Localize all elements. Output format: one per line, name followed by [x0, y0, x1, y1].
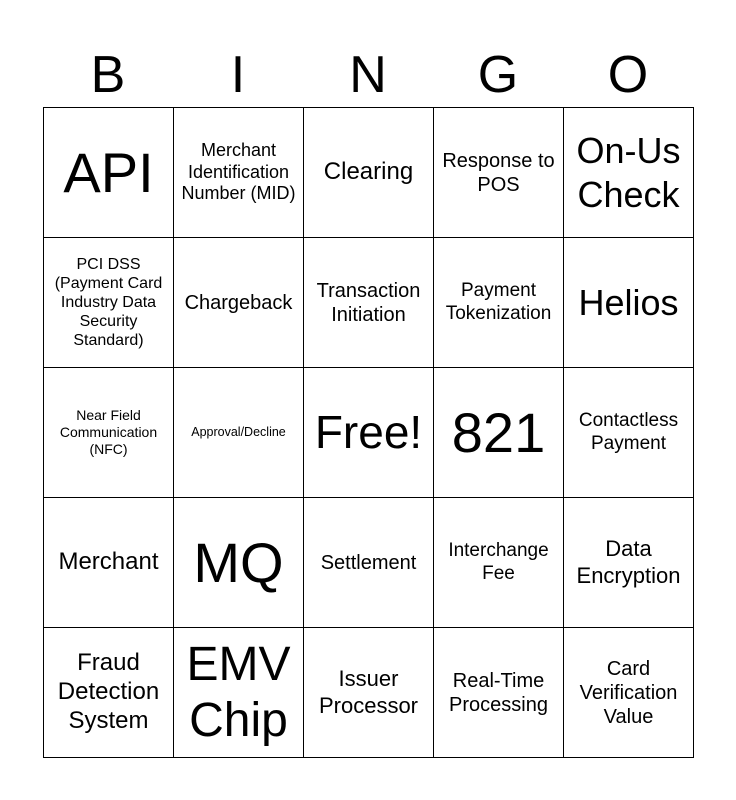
board-row	[44, 628, 694, 758]
cell-label: Approval/Decline	[191, 425, 286, 439]
header-letter-b: B	[90, 46, 126, 104]
bingo-cell[interactable]	[44, 368, 174, 498]
cell-label: 821	[451, 400, 546, 464]
bingo-cell[interactable]	[174, 498, 304, 628]
bingo-cell[interactable]	[564, 368, 694, 498]
bingo-cell[interactable]	[564, 628, 694, 758]
cell-label: PCI DSS (Payment Card Industry Data Security Standard)	[54, 255, 163, 350]
cell-label: Issuer Processor	[318, 666, 419, 718]
cell-label: Contactless Payment	[578, 409, 679, 454]
bingo-cell[interactable]	[304, 108, 434, 238]
cell-label: EMV Chip	[186, 638, 291, 747]
bingo-cell[interactable]	[174, 238, 304, 368]
board-row	[44, 368, 694, 498]
cell-label: Real-Time Processing	[449, 669, 548, 716]
cell-label: Helios	[578, 281, 679, 323]
bingo-cell[interactable]	[44, 238, 174, 368]
cell-label: Fraud Detection System	[57, 649, 160, 734]
cell-label: Data Encryption	[576, 536, 681, 588]
cell-label: Merchant Identification Number (MID)	[181, 140, 296, 204]
bingo-cell[interactable]	[304, 498, 434, 628]
bingo-cell[interactable]	[44, 108, 174, 238]
cell-label: Free!	[314, 405, 423, 458]
bingo-cell[interactable]	[564, 108, 694, 238]
header-letter-o: O	[607, 46, 649, 104]
bingo-cell[interactable]	[434, 368, 564, 498]
bingo-cell[interactable]	[174, 368, 304, 498]
header-letter-n: N	[349, 46, 387, 104]
bingo-cell[interactable]	[434, 238, 564, 368]
bingo-cell[interactable]	[304, 238, 434, 368]
bingo-cell[interactable]	[434, 108, 564, 238]
cell-label: Settlement	[320, 551, 417, 574]
bingo-cell[interactable]	[174, 108, 304, 238]
cell-label: API	[63, 140, 154, 204]
bingo-cell[interactable]	[304, 628, 434, 758]
board-row	[44, 238, 694, 368]
cell-label: Card Verification Value	[579, 657, 678, 728]
cell-label: Interchange Fee	[448, 539, 549, 584]
cell-label: Chargeback	[184, 291, 293, 314]
bingo-cell[interactable]	[434, 628, 564, 758]
cell-label: Clearing	[323, 158, 414, 186]
bingo-cell[interactable]	[44, 628, 174, 758]
board-row	[44, 108, 694, 238]
cell-label: Merchant	[58, 548, 159, 576]
cell-label: On-Us Check	[576, 130, 681, 215]
bingo-board	[43, 107, 694, 758]
bingo-cell[interactable]	[564, 498, 694, 628]
cell-label: Transaction Initiation	[316, 279, 421, 326]
header-letter-i: I	[230, 46, 246, 104]
bingo-cell[interactable]	[174, 628, 304, 758]
cell-label: Response to POS	[442, 149, 555, 196]
bingo-header	[43, 44, 693, 106]
bingo-cell-free[interactable]	[304, 368, 434, 498]
cell-label: Payment Tokenization	[445, 279, 552, 324]
cell-label: Near Field Communication (NFC)	[59, 407, 158, 457]
board-row	[44, 498, 694, 628]
bingo-cell[interactable]	[434, 498, 564, 628]
header-letter-g: G	[477, 46, 519, 104]
bingo-cell[interactable]	[564, 238, 694, 368]
bingo-cell[interactable]	[44, 498, 174, 628]
cell-label: MQ	[193, 530, 284, 594]
